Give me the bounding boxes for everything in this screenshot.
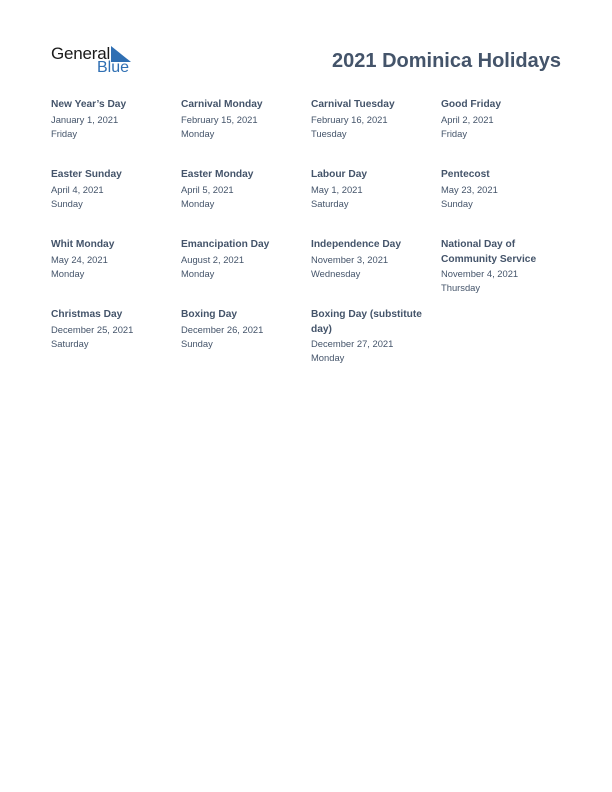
holiday-item (51, 238, 171, 281)
holiday-name: Independence Day (311, 239, 402, 250)
holiday-date: April 4, 2021 (51, 183, 104, 195)
holiday-date: November 4, 2021 (441, 268, 519, 279)
holiday-weekday: Saturday (311, 197, 349, 209)
holiday-date: December 26, 2021 (181, 323, 264, 335)
holiday-weekday: Monday (51, 267, 85, 279)
holiday-weekday: Friday (441, 127, 468, 139)
holiday-weekday: Sunday (441, 197, 473, 209)
page-title: 2021 Dominica Holidays (332, 50, 561, 72)
holiday-item (181, 168, 301, 211)
holiday-item (51, 308, 171, 351)
holiday-item (311, 238, 431, 281)
holiday-date: November 3, 2021 (311, 253, 389, 265)
holiday-item (311, 168, 431, 211)
holiday-item (441, 168, 561, 211)
holiday-item (181, 308, 301, 351)
holiday-item (51, 168, 171, 211)
holiday-name: Labour Day (311, 169, 368, 180)
holiday-name: Easter Monday (181, 169, 254, 180)
holiday-weekday: Monday (181, 127, 215, 139)
holiday-weekday: Sunday (181, 337, 213, 349)
holiday-date: December 25, 2021 (51, 323, 134, 335)
holiday-weekday: Saturday (51, 337, 89, 349)
holiday-name: Pentecost (441, 169, 490, 180)
holiday-date: April 2, 2021 (441, 113, 494, 125)
holiday-weekday: Tuesday (311, 127, 347, 139)
holiday-date: December 27, 2021 (311, 338, 394, 349)
holiday-name: Christmas Day (51, 309, 123, 320)
holiday-weekday: Monday (311, 352, 345, 363)
holiday-weekday: Monday (181, 267, 215, 279)
holiday-name: Good Friday (441, 99, 501, 110)
holiday-weekday: Friday (51, 127, 78, 139)
holiday-date: April 5, 2021 (181, 183, 234, 195)
holiday-item (181, 98, 301, 141)
holiday-item (311, 308, 431, 365)
holiday-item (311, 98, 431, 141)
holiday-weekday: Wednesday (311, 267, 361, 279)
holiday-weekday: Monday (181, 197, 215, 209)
holiday-date: August 2, 2021 (181, 253, 245, 265)
holiday-name: Carnival Monday (181, 99, 263, 110)
holiday-item (441, 238, 561, 295)
holiday-name: Easter Sunday (51, 169, 122, 180)
holiday-weekday: Thursday (441, 282, 481, 293)
logo-blue-text: Blue (97, 59, 130, 76)
holiday-date: February 15, 2021 (181, 113, 258, 125)
holiday-name: Carnival Tuesday (311, 99, 395, 110)
holiday-name: Boxing Day (181, 309, 238, 320)
holiday-name: New Year’s Day (51, 99, 127, 110)
holiday-weekday: Sunday (51, 197, 83, 209)
holiday-name: Boxing Day (substitute day) (311, 309, 422, 335)
holiday-date: May 1, 2021 (311, 183, 363, 195)
holiday-name: National Day of Community Service (441, 239, 537, 265)
holiday-item (51, 98, 171, 141)
holiday-item (441, 98, 561, 141)
holiday-date: February 16, 2021 (311, 113, 388, 125)
holiday-item (181, 238, 301, 281)
holiday-name: Whit Monday (51, 239, 115, 250)
holiday-name: Emancipation Day (181, 239, 270, 250)
generalblue-logo (51, 44, 141, 78)
holiday-date: May 23, 2021 (441, 183, 498, 195)
holiday-date: January 1, 2021 (51, 113, 119, 125)
logo-general-text: General (51, 44, 111, 63)
holiday-date: May 24, 2021 (51, 253, 108, 265)
